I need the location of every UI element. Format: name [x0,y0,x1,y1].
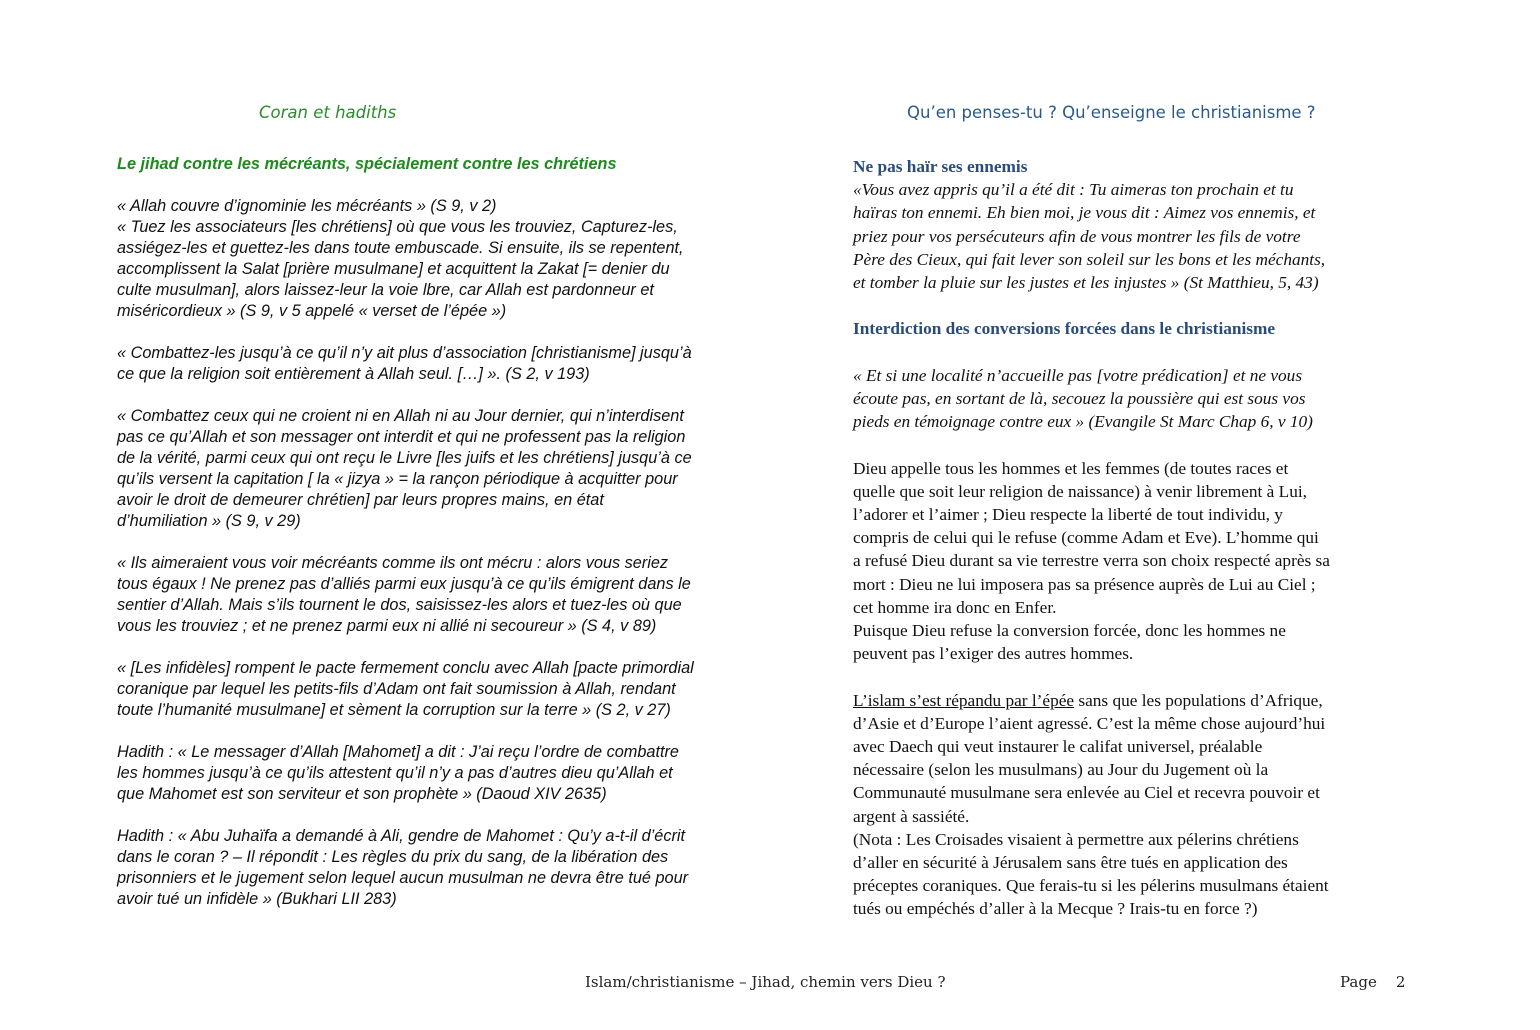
left-column [117,154,777,931]
page-number: Page 2 [1340,973,1406,991]
paragraph-rest: sans que les populations d’Afrique, d’Asie et d’Europe l’aient agressé. C’est la même chose aujourd’hui avec Daech qui veut instaurer le califat universel, préalable nécessaire (selon les musulmans) au Jour du Jugement où la Communauté musulmane sera enlevée au Ciel et recevra pouvoir et argent à sassiété. (Nota : Les Croisades visaient à permettre aux pélerins chrétiens d’aller en sécurité à Jérusalem sans être tués en application des préceptes coraniques. Que ferais-tu si les pélerins musulmans étaient tués ou empéchés d’aller à la Mecque ? Irais-tu en force ?) [853,690,1329,919]
matthew-quote: «Vous avez appris qu’il a été dit : Tu aimeras ton prochain et tu haïras ton ennemi. Eh bien moi, je vous dit : Aimez vos ennemis, et priez pour vos persécuteurs afin de vous montrer les fils de votre Père des Cieux, qui fait lever son soleil sur les bons et les méchants, et tomber la pluie sur les justes et les injustes » (St Matthieu, 5, 43) [853,180,1326,293]
quote-paragraph: « Allah couvre d’ignominie les mécréants » (S 9, v 2) « Tuez les associateurs [les chrétiens] où que vous les trouviez, Capturez-les, assiégez-les et guettez-les dans toute embuscade. Si ensuite, ils se repentent, accomplissent la Salat [prière musulmane] et acquittent la Zakat [= denier du culte musulman], alors laissez-leur la voie lbre, car Allah est pardonneur et miséricordieux » (S 9, v 5 appelé « verset de l’épée ») [117,197,684,320]
islam-sword-paragraph [853,689,1418,921]
quote-paragraph: « Combattez ceux qui ne croient ni en Allah ni au Jour dernier, qui n’interdisent pas ce qu’Allah et son messager ont interdit et qui ne professent pas la religion de la vérité, parmi ceux qui ont reçu le Livre [les juifs et les chrétiens] jusqu’à ce qu’ils versent la capitation [ la « jizya » = la rançon périodique à acquitter pour avoir le droit de demeurer chrétien] par leurs propres mains, en état d’humiliation » (S 9, v 29) [117,407,692,530]
quote-paragraph: « Combattez-les jusqu’à ce qu’il n’y ait plus d’association [christianisme] jusqu’à ce que la religion soit entièrement à Allah seul. […] ». (S 2, v 193) [117,344,692,383]
mark-quote: « Et si une localité n’accueille pas [votre prédication] et ne vous écoute pas, en sortant de là, secouez la poussière qui est sous vos pieds en témoignage contre eux » (Evangile St Marc Chap 6, v 10) [853,365,1313,432]
footer-title: Islam/christianisme – Jihad, chemin vers Dieu ? [585,973,946,991]
quote-paragraph: « [Les infidèles] rompent le pacte fermement conclu avec Allah [pacte primordial coranique par lequel les petits-fils d’Adam ont fait soumission à Allah, rendant toute l’humanité musulmane] et sèment la corruption sur la terre » (S 2, v 27) [117,659,694,719]
left-column-heading: Coran et hadiths [259,103,397,122]
section-heading-forced-conversions: Interdiction des conversions forcées dans le christianisme [853,319,1276,339]
god-calls-paragraph: Dieu appelle tous les hommes et les femmes (de toutes races et quelle que soit leur religion de naissance) à venir librement à Lui, l’adorer et l’aimer ; Dieu respecte la liberté de tout individu, y compris de celui qui le refuse (comme Adam et Eve). L’homme qui a refusé Dieu durant sa vie terrestre verra son choix respecté après sa mort : Dieu ne lui imposera pas sa présence auprès de Lui au Ciel ; cet homme ira donc en Enfer. Puisque Dieu refuse la conversion forcée, donc les hommes ne peuvent pas l’exiger des autres hommes. [853,458,1330,664]
section-heading-enemies: Ne pas haïr ses ennemis [853,157,1028,176]
underlined-phrase: L’islam s’est répandu par l’épée [853,690,1075,710]
right-column [853,155,1418,921]
quote-paragraph: « Ils aimeraient vous voir mécréants comme ils ont mécru : alors vous seriez tous égaux ! Ne prenez pas d’alliés parmi eux jusqu’à ce qu’ils émigrent dans le sentier d’Allah. Mais s’ils tournent le dos, saisissez-les alors et tuez-les où que vous les trouviez ; et ne prenez parmi eux ni allié ni secoureur » (S 4, v 89) [117,554,691,635]
hadith-paragraph: Hadith : « Le messager d’Allah [Mahomet] a dit : J’ai reçu l’ordre de combattre les hommes jusqu’à ce qu’ils attestent qu’il n’y a pas d’autres dieu qu’Allah et que Mahomet est son serviteur et son prophète » (Daoud XIV 2635) [117,743,679,803]
hadith-paragraph: Hadith : « Abu Juhaïfa a demandé à Ali, gendre de Mahomet : Qu’y a-t-il d’écrit dans le coran ? – Il répondit : Les règles du prix du sang, de la libération des prisonniers et le jugement selon lequel aucun musulman ne devra être tué pour avoir tué un infidèle » (Bukhari LII 283) [117,827,689,908]
right-column-heading: Qu’en penses-tu ? Qu’enseigne le christianisme ? [907,103,1316,122]
left-section-title: Le jihad contre les mécréants, spécialement contre les chrétiens [117,155,617,173]
